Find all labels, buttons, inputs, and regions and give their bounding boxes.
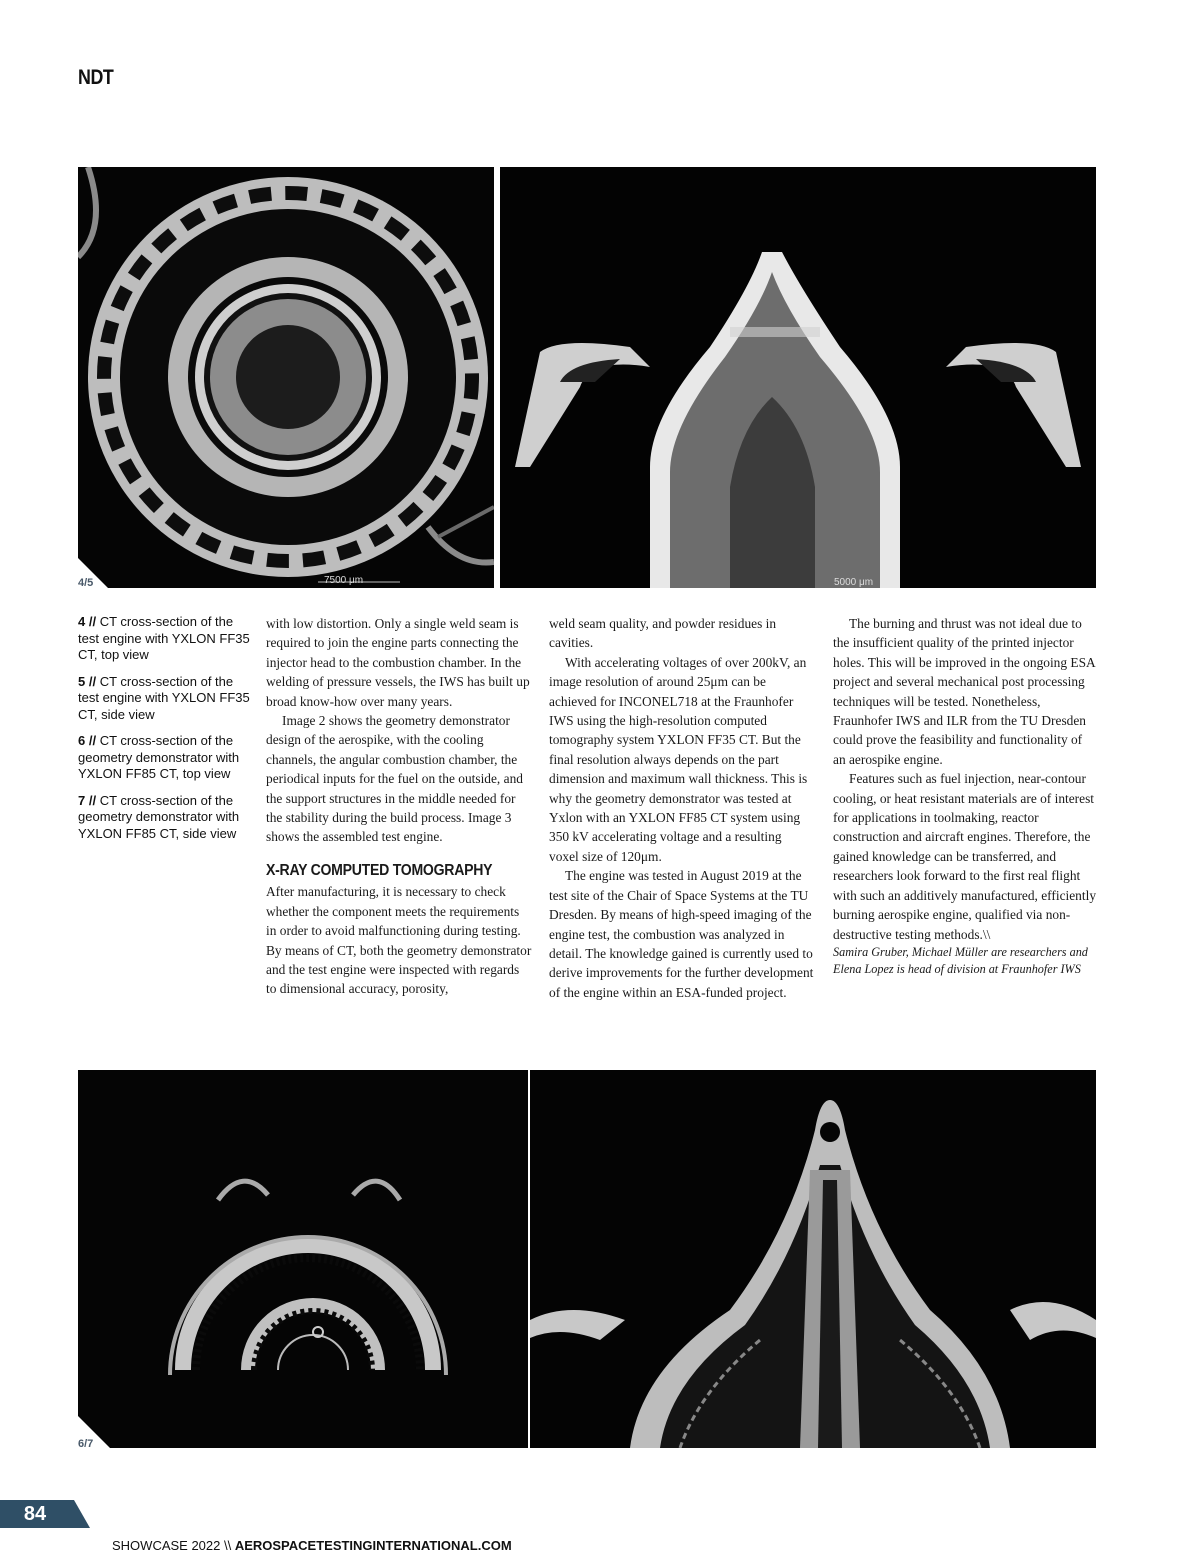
figure-captions	[78, 614, 254, 852]
paragraph: Image 2 shows the geometry demonstrator design of the aerospike, with the cooling channels, the angular combustion chamber, the periodical inputs for the fuel on the outside, and the support structures in the middle needed for the stability during the build process. Image 3 shows the assembled test engine.	[266, 713, 523, 845]
paragraph: After manufacturing, it is necessary to check whether the component meets the requirements in order to avoid malfunctioning during testing. By means of CT, both the geometry demonstrator and the test engine were inspected with regards to dimensional accuracy, porosity,	[266, 884, 532, 997]
paragraph: Features such as fuel injection, near-contour cooling, or heat resistant materials are of interest for applications in toolmaking, reactor construction and aircraft engines. Therefore, the gained knowledge can be transferred, and researchers look forward to the first real flight with such an additively manufactured, efficiently burning aerospike engine, qualified via non-destructive testing methods.\\	[833, 771, 1097, 942]
paragraph: with low distortion. Only a single weld seam is required to join the engine parts connecting the injector head to the combustion chamber. In the welding of pressure vessels, the IWS has built up broad know-how over many years.	[266, 616, 530, 709]
publication-name: SHOWCASE 2022 \\	[112, 1538, 235, 1553]
figure-5-scale-label: 5000 μm	[834, 577, 874, 588]
subheading: X-RAY COMPUTED TOMOGRAPHY	[266, 861, 493, 879]
caption-7: 7 // CT cross-section of the geometry demonstrator with YXLON FF85 CT, side view	[78, 792, 240, 841]
figure-tag-top: 4/5	[78, 577, 94, 589]
article-column-2	[549, 614, 814, 1002]
figure-4-scale-label: 7500 μm	[324, 575, 364, 586]
figure-7-image	[530, 1070, 1096, 1448]
paragraph: The engine was tested in August 2019 at the test site of the Chair of Space Systems at the TU Dresden. By means of high-speed imaging of the engine test, the combustion was analyzed in detail. The knowledge gained is currently used to derive improvements for the further development of the engine within an ESA-funded project.	[549, 868, 814, 1000]
figure-5-image	[500, 167, 1096, 588]
paragraph: The burning and thrust was not ideal due to the insufficient quality of the printed injector holes. This will be improved in the ongoing ESA project and several mechanical post processing techniques will be tested. Nonetheless, Fraunhofer IWS and ILR from the TU Dresden could prove the feasibility and functionality of an aerospike engine.	[833, 616, 1095, 767]
author-byline: Samira Gruber, Michael Müller are researchers and Elena Lopez is head of division at Fraunhofer IWS	[833, 944, 1088, 977]
website-link[interactable]: AEROSPACETESTINGINTERNATIONAL.COM	[234, 1538, 512, 1553]
paragraph: weld seam quality, and powder residues in cavities.	[549, 616, 777, 651]
ct-demonstrator-top-view	[78, 1070, 528, 1448]
section-label: NDT	[78, 66, 114, 89]
footer-publication	[112, 1538, 512, 1553]
article-column-1	[266, 614, 532, 999]
caption-5: 5 // CT cross-section of the test engine with YXLON FF35 CT, side view	[78, 673, 250, 722]
page-number: 84	[23, 1503, 47, 1525]
caption-6: 6 // CT cross-section of the geometry demonstrator with YXLON FF85 CT, top view	[78, 733, 240, 781]
ct-demonstrator-side-view	[530, 1070, 1096, 1448]
caption-4: 4 // CT cross-section of the test engine with YXLON FF35 CT, top view	[78, 614, 250, 662]
ct-spike-side-view	[500, 167, 1096, 588]
ct-ring-cross-section	[78, 167, 494, 588]
figure-tag-bottom: 6/7	[78, 1438, 94, 1450]
figure-6-image	[78, 1070, 528, 1448]
figure-4-image	[78, 167, 494, 588]
article-column-3	[833, 614, 1098, 979]
paragraph: With accelerating voltages of over 200kV, an image resolution of around 25μm can be achieved for INCONEL718 at the Fraunhofer IWS using the high-resolution computed tomography system YXLON FF35 CT. But the final resolution always depends on the part dimension and maximum wall thickness. This is why the geometry demonstrator was tested at Yxlon with an YXLON FF85 CT system using 350 kV accelerating voltage and a resulting voxel size of 120μm.	[549, 654, 808, 864]
